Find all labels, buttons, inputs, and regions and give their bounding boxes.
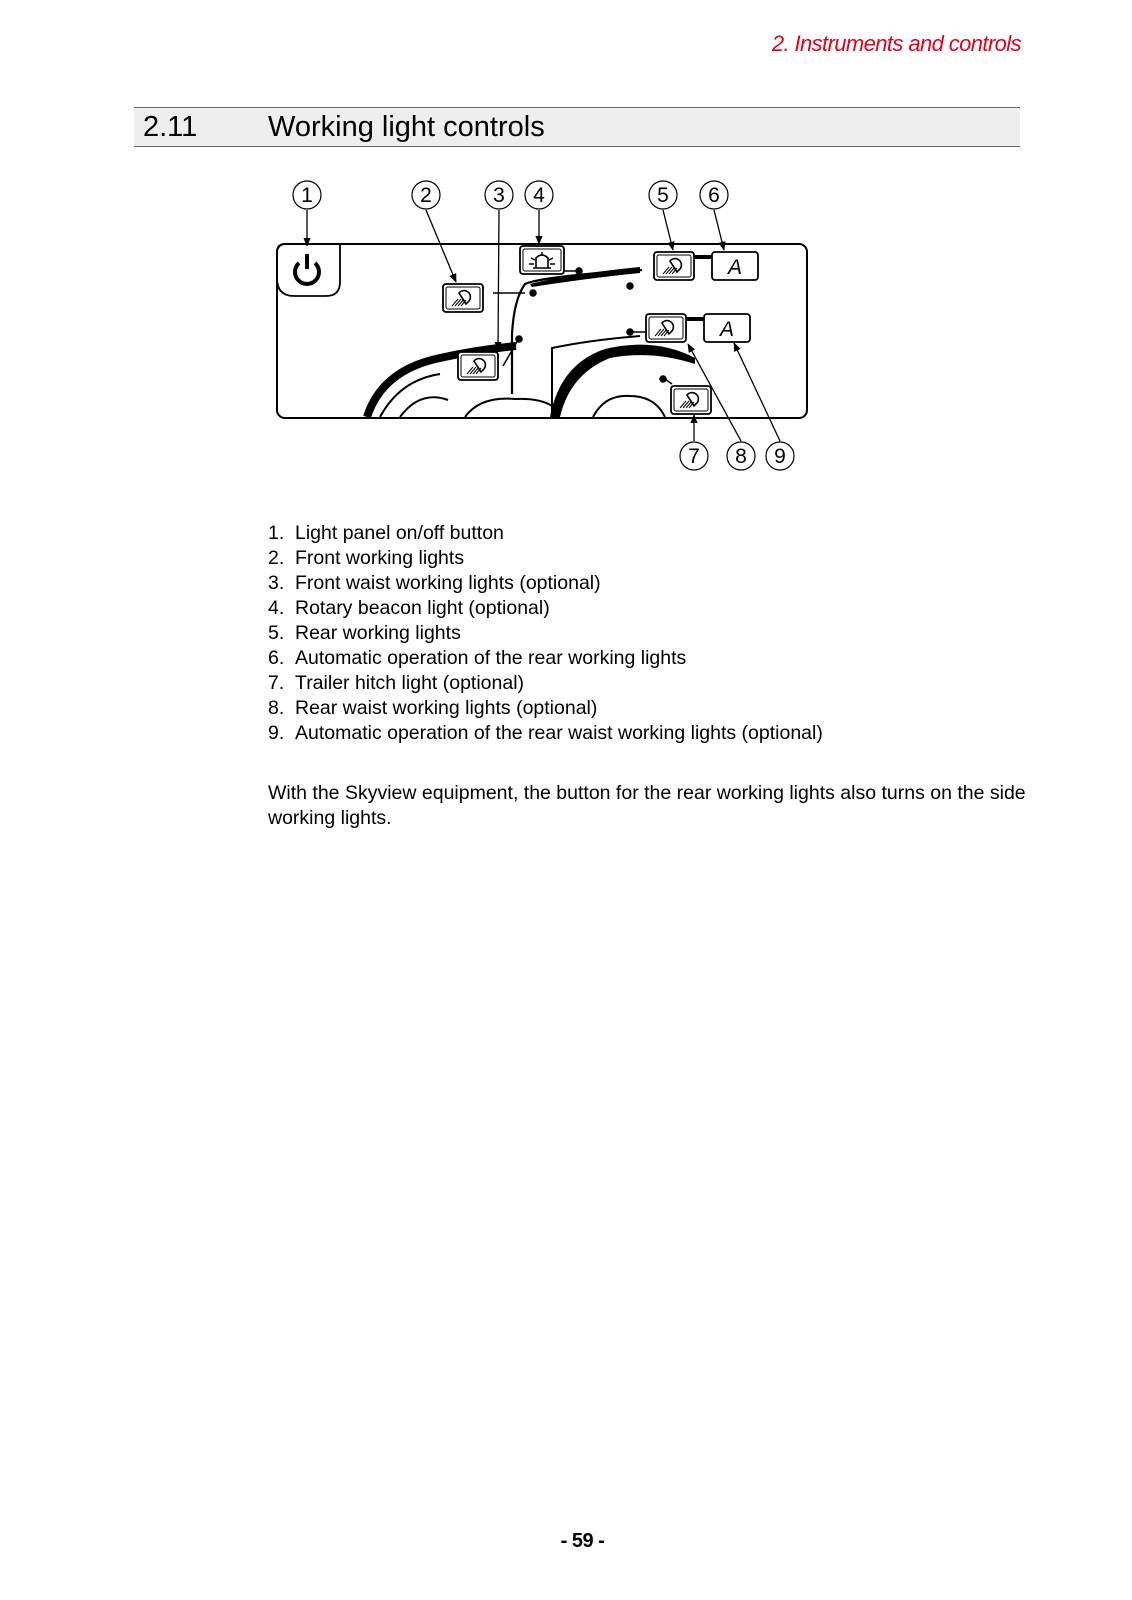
legend-item: 5. Rear working lights <box>268 622 461 644</box>
callout-7: 7 <box>688 445 700 468</box>
legend-item: 4. Rotary beacon light (optional) <box>268 597 550 619</box>
callout-5: 5 <box>657 184 669 207</box>
callout-3: 3 <box>493 184 505 207</box>
callout-9: 9 <box>774 445 786 468</box>
power-icon[interactable] <box>295 254 319 284</box>
skyview-note: With the Skyview equipment, the button for the rear working lights also turns on the side working lights. <box>268 782 1026 829</box>
rear-waist-light-icon[interactable] <box>646 314 686 342</box>
legend-item: 8. Rear waist working lights (optional) <box>268 697 598 719</box>
callout-6: 6 <box>708 184 720 207</box>
front-waist-light-icon[interactable] <box>458 352 498 380</box>
callout-4: 4 <box>533 184 545 207</box>
callout-2: 2 <box>420 184 432 207</box>
legend-item: 7. Trailer hitch light (optional) <box>268 672 525 694</box>
auto-label: A <box>727 256 743 279</box>
front-work-light-icon[interactable] <box>443 284 483 312</box>
legend-item: 6. Automatic operation of the rear working lights <box>268 647 687 669</box>
legend-item: 9. Automatic operation of the rear waist working lights (optional) <box>268 722 823 744</box>
auto-rear-button[interactable] <box>694 252 758 280</box>
auto-waist-button[interactable] <box>686 314 750 342</box>
legend-item: 1. Light panel on/off button <box>268 522 504 544</box>
callout-8: 8 <box>735 445 747 468</box>
callout-1: 1 <box>301 184 313 207</box>
section-heading <box>134 107 1020 147</box>
legend-item: 3. Front waist working lights (optional) <box>268 572 601 594</box>
light-panel-diagram <box>270 174 830 484</box>
legend-list <box>268 521 823 746</box>
section-title: Working light controls <box>268 111 545 143</box>
trailer-hitch-light-icon[interactable] <box>671 386 711 414</box>
auto-label: A <box>719 318 735 341</box>
rear-work-light-icon[interactable] <box>654 252 694 280</box>
beacon-icon[interactable] <box>520 246 564 274</box>
section-number: 2.11 <box>143 111 198 143</box>
chapter-header: 2. Instruments and controls <box>771 31 1021 56</box>
page-number: - 59 - <box>560 1530 605 1552</box>
legend-item: 2. Front working lights <box>268 547 465 569</box>
